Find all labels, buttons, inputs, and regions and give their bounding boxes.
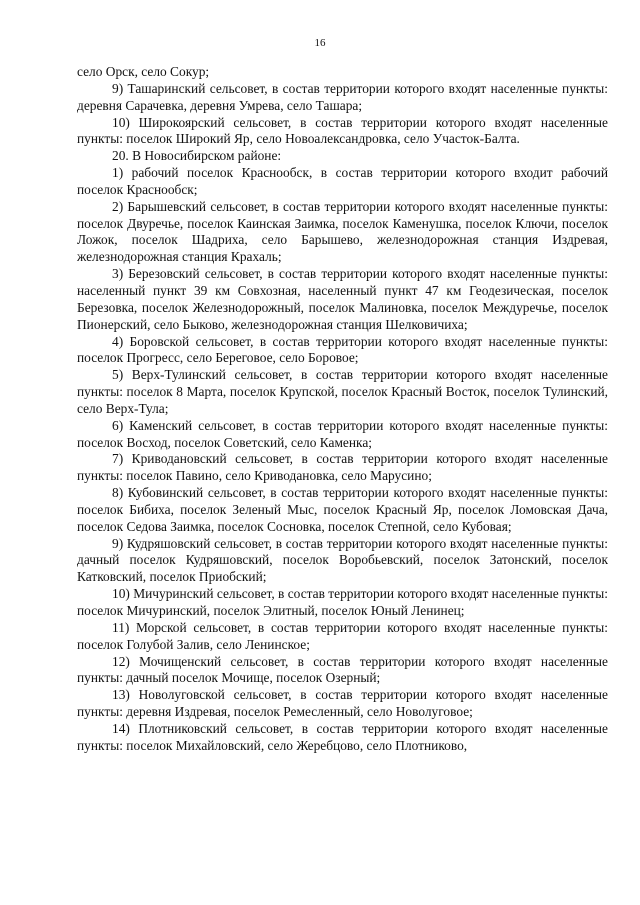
paragraph: 7) Криводановский сельсовет, в состав территории которого входят населенные пункты: поселок Павино, село Криводановка, село Марусино; [77, 451, 608, 484]
paragraph: 4) Боровской сельсовет, в состав территории которого входят населенные пункты: поселок Прогресс, село Береговое, село Боровое; [77, 333, 608, 366]
paragraph: 6) Каменский сельсовет, в состав территории которого входят населенные пункты: поселок Восход, поселок Советский, село Каменка; [77, 417, 608, 450]
paragraph: 9) Кудряшовский сельсовет, в состав территории которого входят населенные пункты: дачный поселок Кудряшовский, поселок Воробьевский, поселок Затонский, поселок Катковский, поселок Приобский; [77, 535, 608, 585]
paragraph: 2) Барышевский сельсовет, в состав территории которого входят населенные пункты: поселок Двуречье, поселок Каинская Заимка, поселок Каменушка, поселок Ключи, поселок Ложок, поселок Шадриха, село Барышево, железнодорожная станция Издревая, железнодорожная станция Крахаль; [77, 198, 608, 265]
paragraph: 11) Морской сельсовет, в состав территории которого входят населенные пункты: поселок Голубой Залив, село Ленинское; [77, 619, 608, 652]
paragraph: 5) Верх-Тулинский сельсовет, в состав территории которого входят населенные пункты: поселок 8 Марта, поселок Крупской, поселок Красный Восток, поселок Тулинский, село Верх-Тула; [77, 367, 608, 416]
paragraph: 1) рабочий поселок Краснообск, в состав территории которого входит рабочий поселок Краснообск; [77, 165, 608, 197]
page-number: 16 [314, 37, 326, 49]
paragraph: 8) Кубовинский сельсовет, в состав территории которого входят населенные пункты: поселок Бибиха, поселок Зеленый Мыс, поселок Красный Яр, поселок Ломовская Дача, поселок Седова Заимка, поселок Сосновка, поселок Степной, село Кубовая; [77, 485, 608, 534]
section-heading: 20. В Новосибирском районе: [112, 148, 282, 164]
paragraph: село Орск, село Сокур; [77, 64, 210, 79]
paragraph: 10) Широкоярский сельсовет, в состав территории которого входят населенные пункты: поселок Широкий Яр, село Новоалександровка, село Участок-Балта. [77, 114, 608, 147]
paragraph: 14) Плотниковский сельсовет, в состав территории которого входят населенные пункты: поселок Михайловский, село Жеребцово, село Плотниково, [77, 720, 608, 753]
document-body [77, 64, 608, 755]
paragraph: 10) Мичуринский сельсовет, в состав территории которого входят населенные пункты: поселок Мичуринский, поселок Элитный, поселок Юный Ленинец; [77, 586, 609, 618]
paragraph: 3) Березовский сельсовет, в состав территории которого входят населенные пункты: населенный пункт 39 км Совхозная, населенный пункт 47 км Геодезическая, поселок Березовка, поселок Железнодорожный, поселок Малиновка, поселок Междуречье, поселок Пионерский, село Быково, железнодорожная станция Шелковичиха; [77, 266, 608, 332]
paragraph: 9) Ташаринский сельсовет, в состав территории которого входят населенные пункты: деревня Сарачевка, деревня Умрева, село Ташара; [77, 80, 608, 113]
paragraph: 13) Новолуговской сельсовет, в состав территории которого входят населенные пункты: деревня Издревая, поселок Ремесленный, село Новолуговое; [77, 687, 608, 720]
paragraph: 12) Мочищенский сельсовет, в состав территории которого входят населенные пункты: дачный поселок Мочище, поселок Озерный; [77, 653, 608, 686]
